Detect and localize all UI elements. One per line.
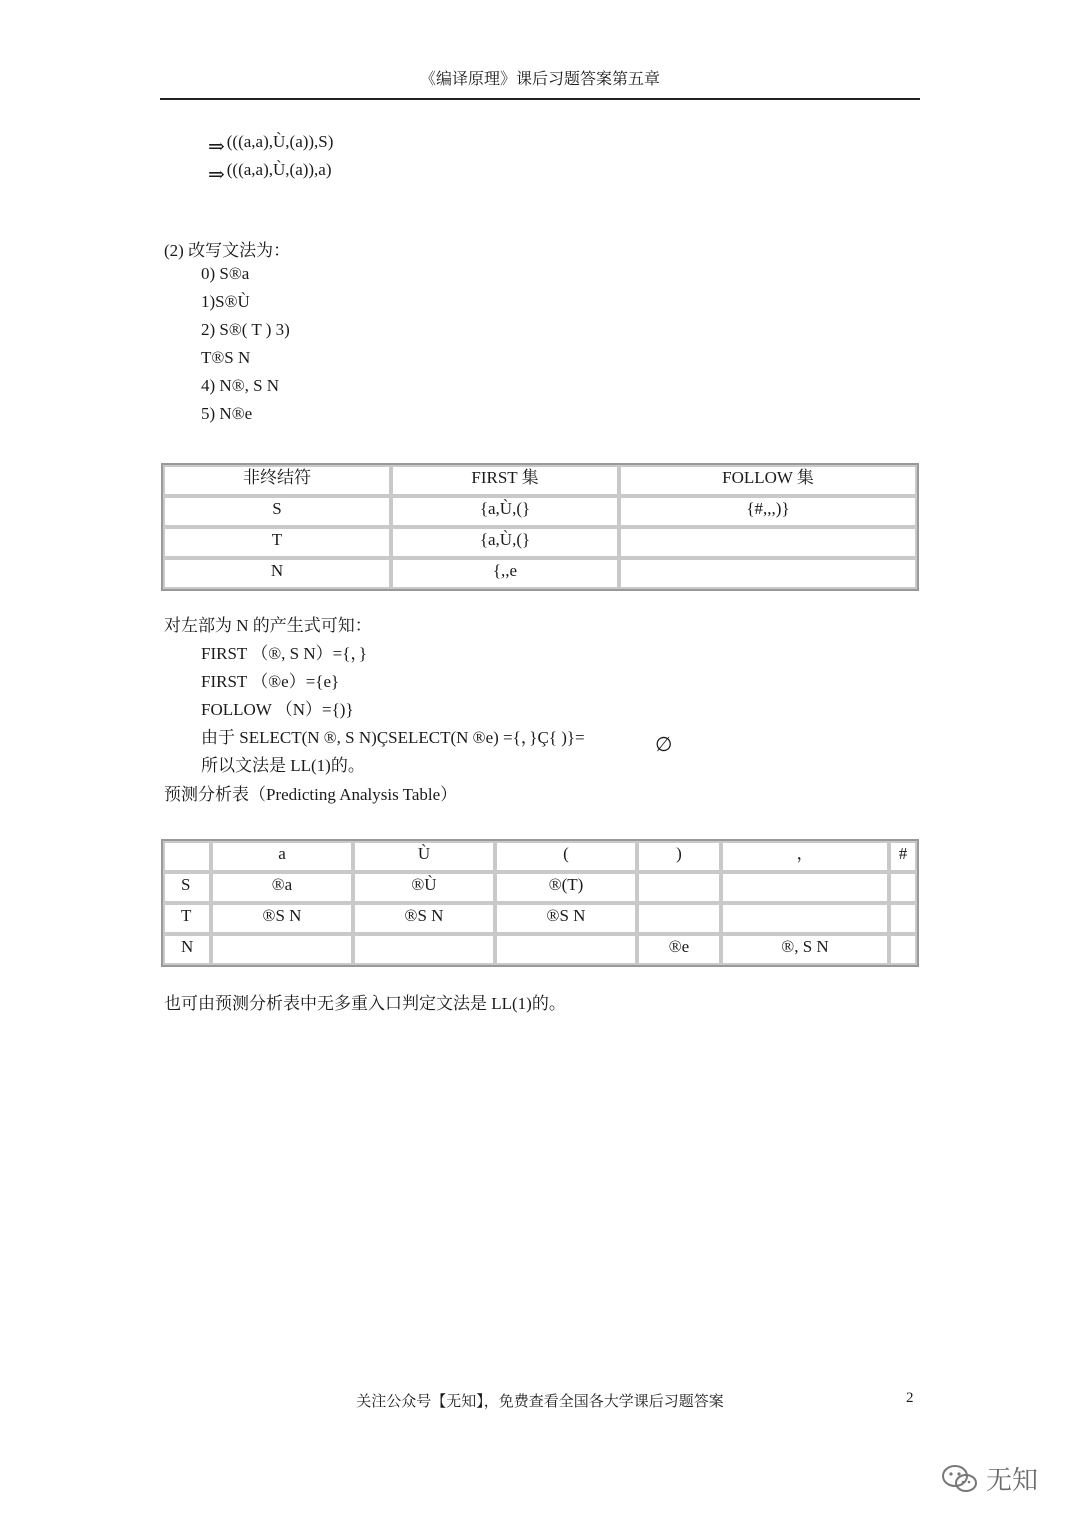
table-header-row <box>163 841 917 872</box>
table-cell: {a,Ù,(} <box>391 496 619 527</box>
analysis-line: 所以文法是 LL(1)的。 <box>201 756 365 775</box>
header-divider <box>160 98 920 100</box>
table-cell <box>619 558 917 589</box>
derivation-line-1 <box>208 128 334 158</box>
derivation-line-2 <box>208 156 332 186</box>
derivation-text: (((a,a),Ù,(a)),a) <box>226 160 332 179</box>
table-cell: ®, S N <box>721 934 889 965</box>
table-cell: ®e <box>637 934 721 965</box>
table-cell: ®S N <box>353 903 495 934</box>
page-number: 2 <box>906 1390 914 1406</box>
grammar-rule: 2) S®( T ) 3) <box>201 320 290 339</box>
table-cell <box>619 527 917 558</box>
part2-intro: (2) 改写文法为： <box>164 241 291 260</box>
table-header-cell: ( <box>495 841 637 872</box>
analysis-intro: 对左部为 N 的产生式可知： <box>164 616 372 635</box>
analysis-line: FIRST （®, S N）={，} <box>201 644 368 663</box>
grammar-rule: T®S N <box>201 348 251 367</box>
table-header-cell: ) <box>637 841 721 872</box>
table-row <box>163 934 917 965</box>
table-cell <box>637 872 721 903</box>
first-follow-table <box>161 463 919 591</box>
analysis-line: FOLLOW （N）={)} <box>201 700 354 719</box>
table-cell: {,,e <box>391 558 619 589</box>
table-cell <box>353 934 495 965</box>
grammar-rule: 0) S®a <box>201 264 250 283</box>
table-cell: T <box>163 903 211 934</box>
table-cell <box>889 903 917 934</box>
table-cell: S <box>163 496 391 527</box>
table-cell: S <box>163 872 211 903</box>
table-header-row <box>163 465 917 496</box>
table-cell: N <box>163 934 211 965</box>
table-row <box>163 872 917 903</box>
table-row <box>163 496 917 527</box>
table-cell: ®a <box>211 872 353 903</box>
table-cell <box>721 872 889 903</box>
table-cell: ®Ù <box>353 872 495 903</box>
table-row <box>163 527 917 558</box>
watermark <box>940 1460 1038 1497</box>
table-cell: ®S N <box>495 903 637 934</box>
table-cell <box>889 872 917 903</box>
predict-table-title: 预测分析表（Predicting Analysis Table） <box>164 785 458 804</box>
grammar-rule: 5) N®e <box>201 404 253 423</box>
table-row <box>163 903 917 934</box>
table-cell <box>495 934 637 965</box>
predict-table <box>161 839 919 967</box>
page-header-title: 《编译原理》课后习题答案第五章 <box>419 71 660 88</box>
table-cell: ®S N <box>211 903 353 934</box>
table-header-cell: ， <box>721 841 889 872</box>
table-cell: N <box>163 558 391 589</box>
table-cell: T <box>163 527 391 558</box>
grammar-rule: 1)S®Ù <box>201 292 250 311</box>
table-header-cell: a <box>211 841 353 872</box>
table-header-cell: FOLLOW 集 <box>619 465 917 496</box>
table-header-cell: 非终结符 <box>163 465 391 496</box>
table-row <box>163 558 917 589</box>
table-cell: {a,Ù,(} <box>391 527 619 558</box>
table-cell <box>211 934 353 965</box>
grammar-rule: 4) N®, S N <box>201 376 280 395</box>
table-header-cell <box>163 841 211 872</box>
table-cell <box>889 934 917 965</box>
table-header-cell: FIRST 集 <box>391 465 619 496</box>
table-cell: ®(T) <box>495 872 637 903</box>
wechat-icon <box>940 1464 980 1494</box>
footer-text: 关注公众号【无知】，免费查看全国各大学课后习题答案 <box>356 1394 724 1410</box>
analysis-line: FIRST （®e）={e} <box>201 672 340 691</box>
table-cell: {#,,,)} <box>619 496 917 527</box>
derivation-arrow-icon: ⇒ <box>208 164 225 186</box>
table-cell <box>637 903 721 934</box>
conclusion-text: 也可由预测分析表中无多重入口判定文法是 LL(1)的。 <box>164 994 566 1013</box>
watermark-text: 无知 <box>986 1466 1039 1496</box>
analysis-line: 由于 SELECT(N ®, S N)ÇSELECT(N ®e) ={，}Ç{ )}= <box>201 728 585 747</box>
derivation-arrow-icon: ⇒ <box>208 136 225 158</box>
derivation-text: (((a,a),Ù,(a)),S) <box>226 132 334 151</box>
table-header-cell: Ù <box>353 841 495 872</box>
table-header-cell: # <box>889 841 917 872</box>
empty-set-symbol: ∅ <box>655 732 673 756</box>
table-cell <box>721 903 889 934</box>
